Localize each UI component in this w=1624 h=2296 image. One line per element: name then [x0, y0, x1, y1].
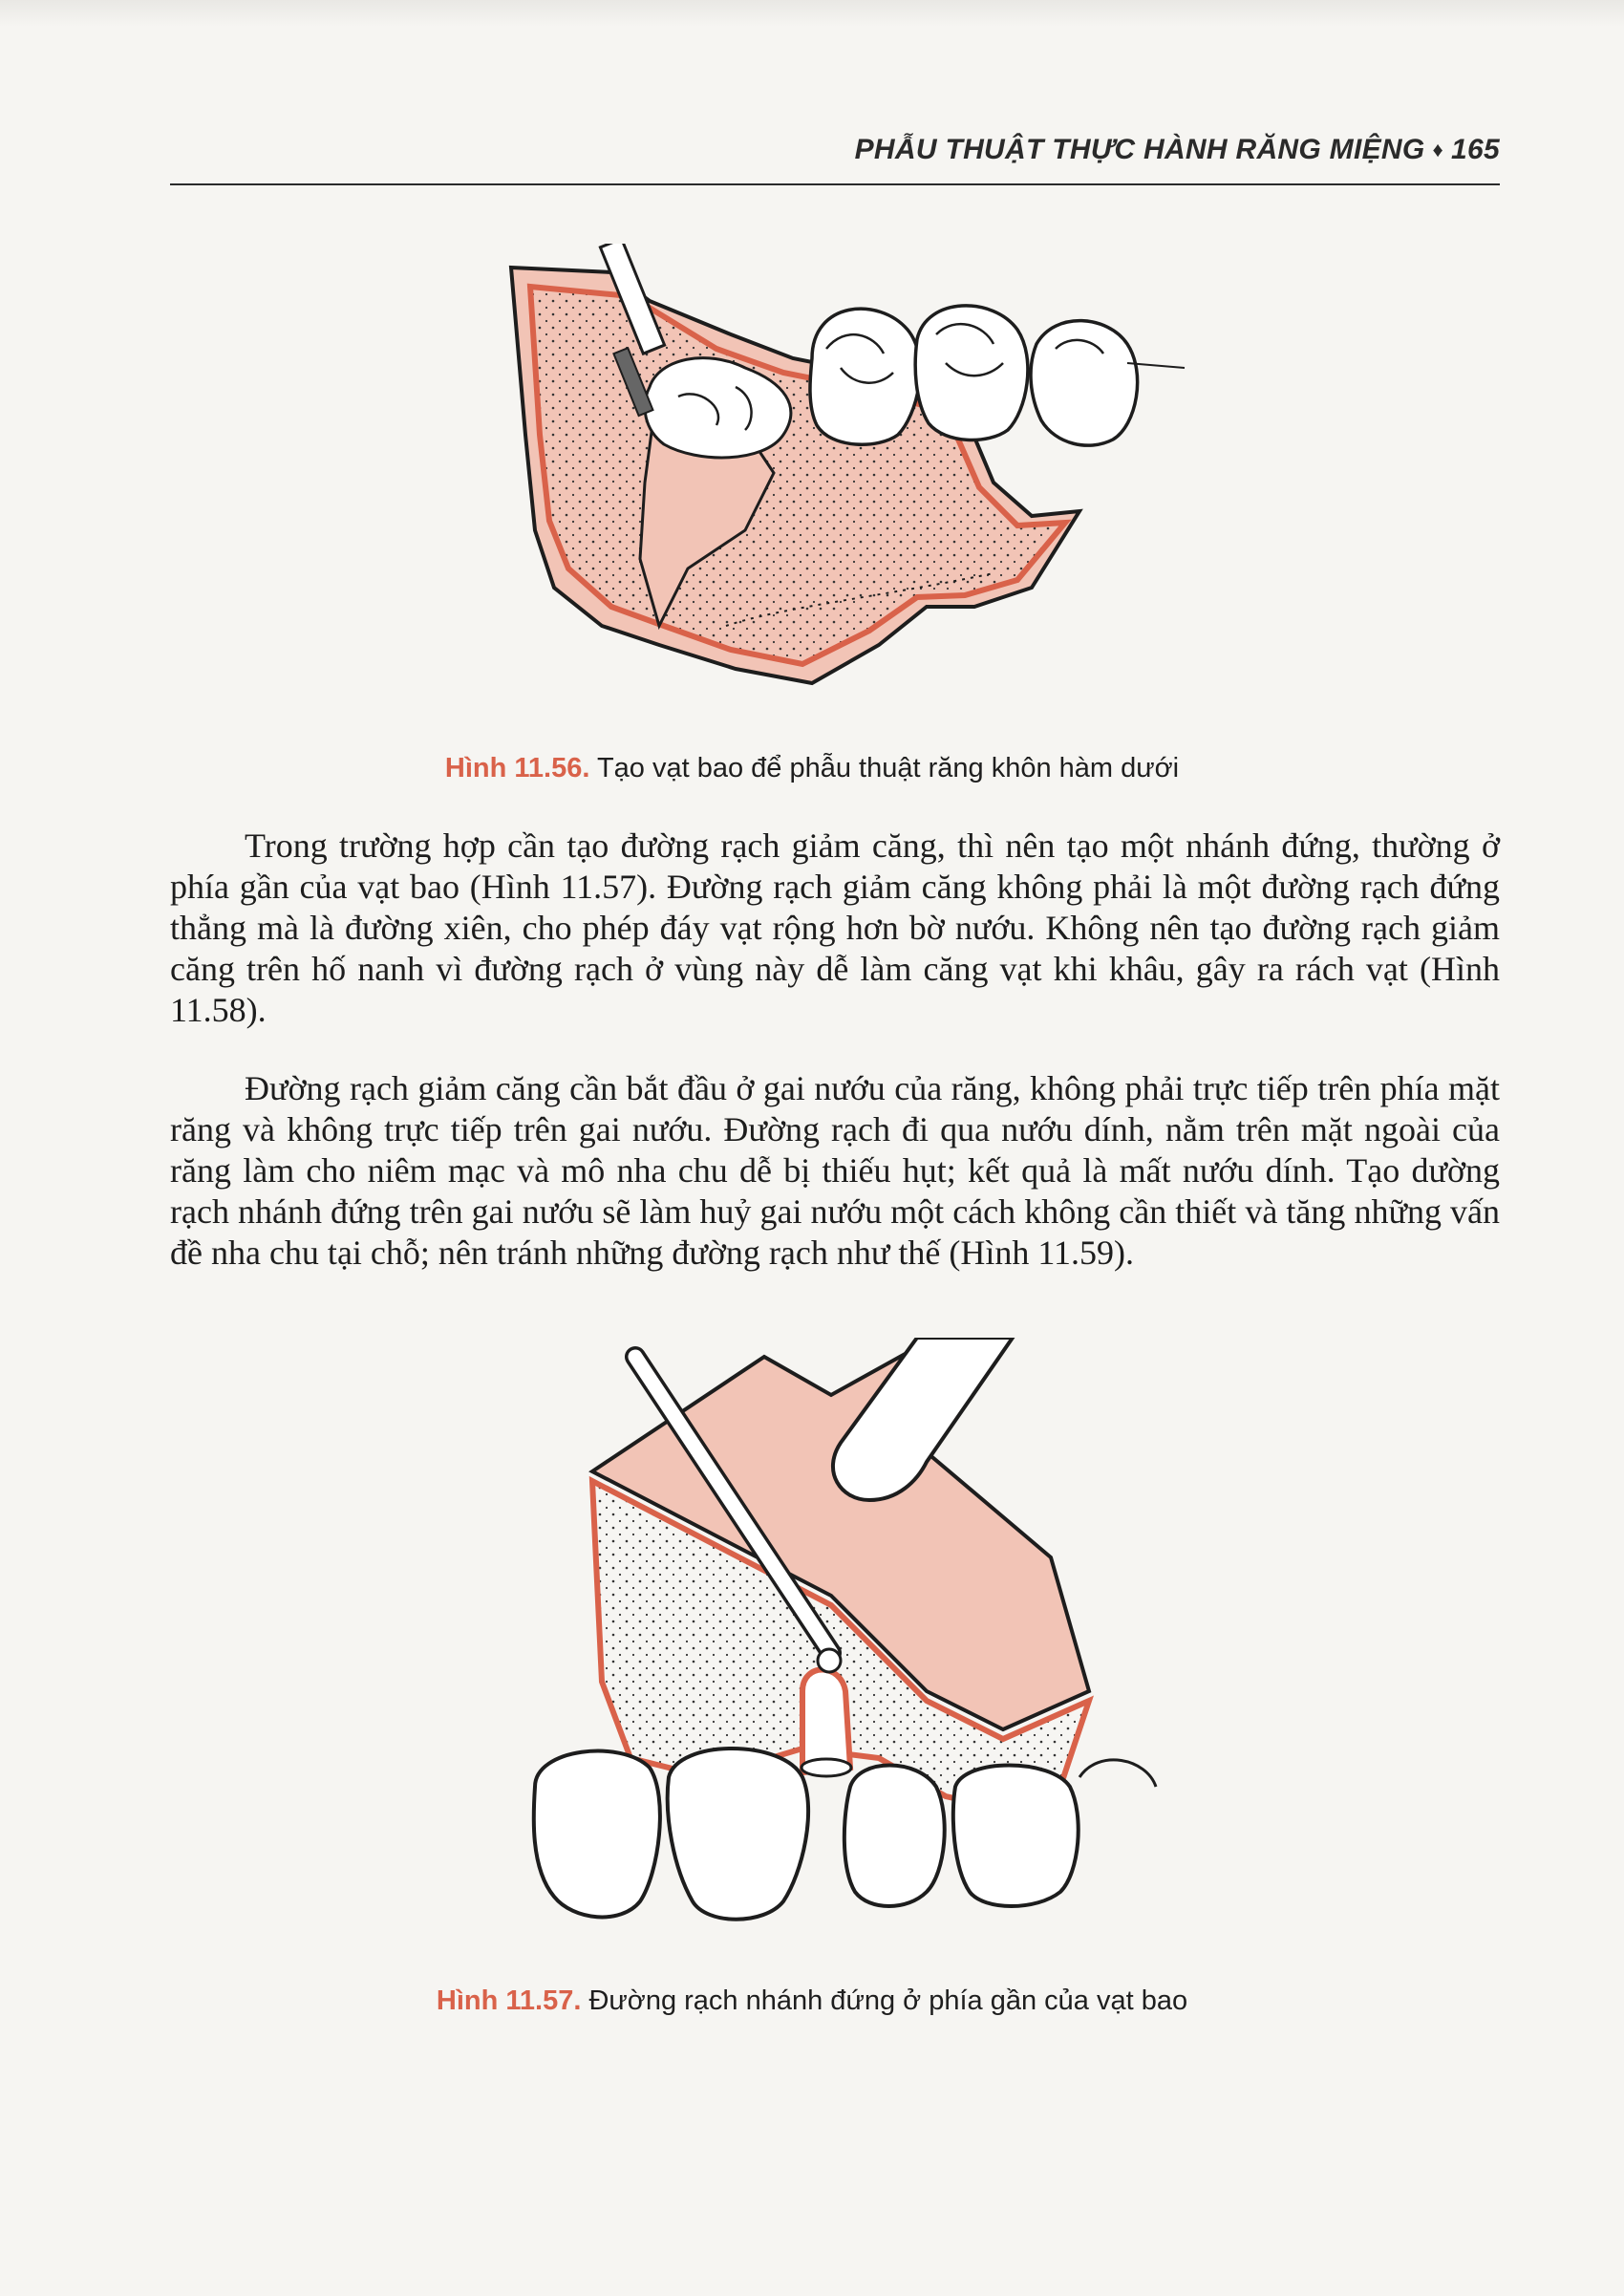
figure-caption-text: Đường rạch nhánh đứng ở phía gần của vạt bao — [588, 1985, 1188, 2016]
figure-number: Hình 11.57. — [436, 1985, 582, 2016]
tooth-centre — [668, 1749, 808, 1920]
tooth-left — [534, 1751, 660, 1918]
figure-caption-text: Tạo vạt bao để phẫu thuật răng khôn hàm dưới — [596, 753, 1180, 783]
molar-1 — [810, 309, 920, 444]
diamond-separator-icon: ♦ — [1432, 138, 1444, 161]
figure-11-57-illustration — [516, 1338, 1204, 1968]
figure-11-57-caption — [0, 1985, 1624, 2017]
tooth-right — [953, 1766, 1079, 1907]
body-paragraph: Trong trường hợp cần tạo đường rạch giảm căng, thì nên tạo một nhánh đứng, thường ở phía gần của vạt bao (Hình 11.57). Đường rạch giảm căng không phải là một đường rạch đứng thẳng mà là đường xiên, cho phép đáy vạt rộng hơn bờ nướu. Không nên tạo đường rạch giảm căng trên hố nanh vì đường rạch ở vùng này dễ làm căng vạt khi khâu, gây ra rách vạt (Hình 11.58). — [170, 826, 1500, 1029]
page-edge — [0, 0, 1624, 27]
header-rule — [170, 183, 1500, 185]
premolar-1 — [1031, 321, 1138, 446]
figure-11-56-caption — [0, 753, 1624, 784]
body-paragraph: Đường rạch giảm căng cần bắt đầu ở gai nướu của răng, không phải trực tiếp trên phía mặt răng và không trực tiếp trên gai nướu. Đường rạch đi qua nướu dính, nằm trên mặt ngoài của răng làm cho niêm mạc và mô nha chu dễ bị thiếu hụt; kết quả là mất nướu dính. Tạo dường rạch nhánh đứng trên gai nướu sẽ làm huỷ gai nướu một cách không cần thiết và tăng những vấn đề nha chu tại chỗ; nên tránh những đường rạch như thế (Hình 11.59). — [170, 1069, 1500, 1272]
figure-number: Hình 11.56. — [444, 753, 590, 783]
book-title: PHẪU THUẬT THỰC HÀNH RĂNG MIỆNG — [854, 134, 1425, 165]
tooth-centre-right — [844, 1766, 945, 1907]
running-header — [170, 134, 1500, 166]
page-number: 165 — [1451, 134, 1500, 165]
incision-socket — [802, 1670, 850, 1773]
figure-11-56-illustration — [497, 244, 1242, 731]
